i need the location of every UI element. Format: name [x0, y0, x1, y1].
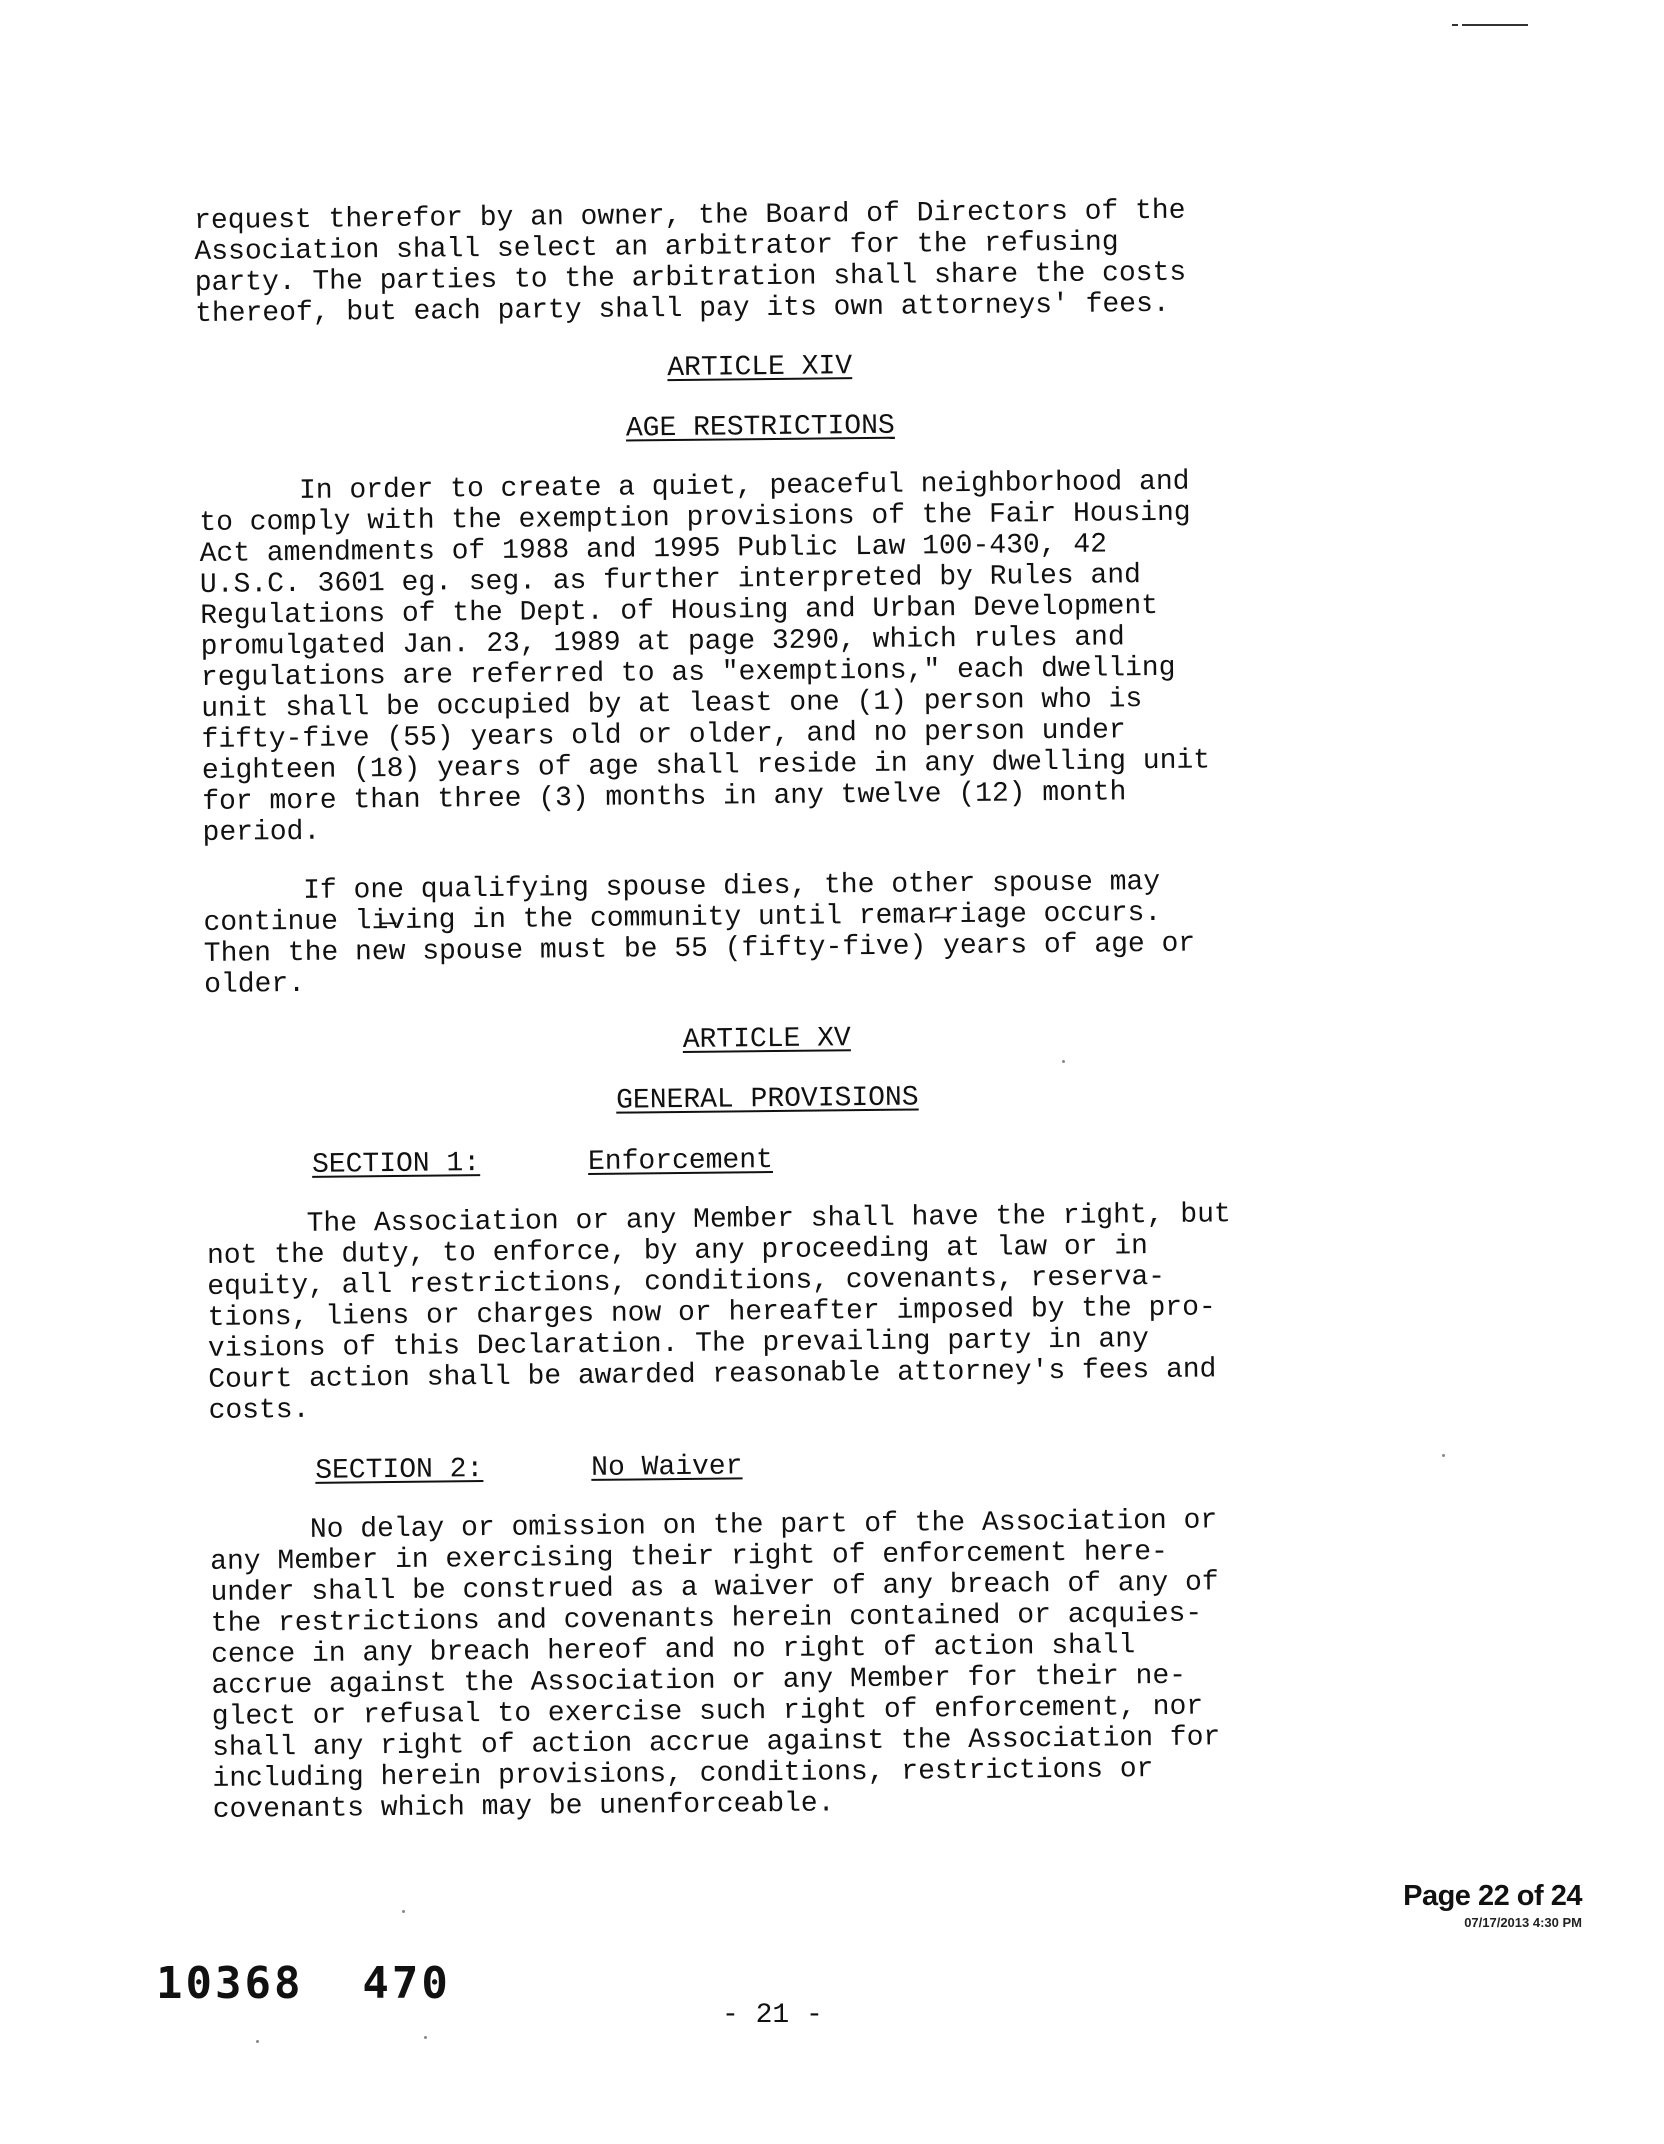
book-page-number: 10368 470 [156, 1958, 451, 2009]
scan-speck [256, 2040, 259, 2043]
section-2-heading [209, 1445, 1333, 1488]
general-provisions-title: GENERAL PROVISIONS [616, 1082, 919, 1117]
top-edge-mark-dash [1452, 24, 1458, 26]
page-number: - 21 - [722, 2000, 823, 2031]
age-restrictions-title: AGE RESTRICTIONS [625, 410, 895, 445]
page-of-stamp: Page 22 of 24 [1403, 1880, 1582, 1912]
article-xiv-heading [198, 346, 1322, 389]
spouse-paragraph: If one qualifying spouse dies, the other spouse may continue li̶ving in the community until remar̶riage occurs. Then the new spouse must be 55 (fifty-five) years of age or older. [203, 866, 1196, 1001]
section-1-title: Enforcement [587, 1145, 774, 1178]
article-xiv-title: ARTICLE XIV [667, 351, 853, 385]
article-xv-heading [205, 1018, 1329, 1061]
scan-speck [424, 2036, 427, 2039]
enforcement-paragraph: The Association or any Member shall have the right, but not the duty, to enforce, by any proceeding at law or in equity, all restrictions, conditions, covenants, reserva- tions, liens or charges now or hereafter imposed by the pro- visions of this Declaration. The prevailing party in any Court action shall be awarded reasonable attorney's fees and costs. [206, 1199, 1231, 1427]
section-1-heading [206, 1139, 1330, 1182]
recording-stamp [1403, 1880, 1582, 1930]
no-waiver-paragraph: No delay or omission on the part of the Association or any Member in exercising their right of enforcement here- under shall be construed as a waiver of any breach of any of the restrictions and covenants herein contained or acquies- cence in any breach hereof and no right of action shall accrue against the Association or any Member for their ne- glect or refusal to exercise such right of enforcement, nor shall any right of action accrue against the Association for including herein provisions, conditions, restrictions or covenants which may be unenforceable. [210, 1505, 1221, 1826]
top-edge-mark [1462, 24, 1528, 26]
section-2-title: No Waiver [591, 1451, 743, 1484]
general-provisions-heading [205, 1078, 1329, 1121]
article-xv-title: ARTICLE XV [682, 1023, 851, 1056]
scan-speck [1062, 1060, 1065, 1063]
scan-speck [402, 1910, 405, 1913]
age-restrictions-heading [198, 406, 1322, 449]
intro-paragraph: request therefor by an owner, the Board of Directors of the Association shall select an arbitrator for the refusing party. The parties to the arbitration shall share the costs thereof, but each party shall pay its own attorneys' fees. [194, 195, 1187, 331]
scan-speck [1442, 1454, 1445, 1457]
document-body [196, 194, 1337, 1826]
timestamp-stamp: 07/17/2013 4:30 PM [1464, 1915, 1582, 1930]
section-2-label: SECTION 2: [315, 1454, 484, 1487]
section-1-label: SECTION 1: [311, 1148, 481, 1181]
age-restrictions-paragraph: In order to create a quiet, peaceful neighborhood and to comply with the exemption provisions of the Fair Housing Act amendments of 1988 and 1995 Public Law 100-430, 42 U.S.C. 3601 eg. seg. as further interpreted by Rules and Regulations of the Dept. of Housing and Urban Development promulgated Jan. 23, 1989 at page 3290, which rules and regulations are referred to as "exemptions," each dwelling unit shall be occupied by at least one (1) person who is fifty-five (55) years old or older, and no person under eighteen (18) years of age shall reside in any dwelling unit for more than three (3) months in any twelve (12) month period. [199, 466, 1211, 849]
